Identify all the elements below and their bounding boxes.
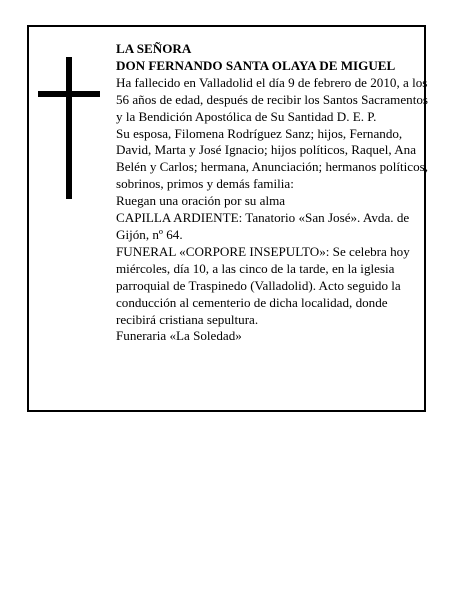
obituary-text bbox=[116, 41, 428, 345]
cross-vertical-bar bbox=[66, 57, 72, 199]
death-announcement: Ha fallecido en Valladolid el día 9 de febrero de 2010, a los 56 años de edad, después de recibir los Santos Sacramentos y la Bendición Apostólica de Su Santidad D. E. P. bbox=[116, 74, 428, 124]
funeral-info: FUNERAL «CORPORE INSEPULTO»: Se celebra hoy miércoles, día 10, a las cinco de la tarde, en la iglesia parroquial de Traspinedo (Valladolid). Acto seguido la conducción al cementerio de dicha localidad, donde recibirá cristiana sepultura. bbox=[116, 243, 410, 327]
chapel-info: CAPILLA ARDIENTE: Tanatorio «San José». Avda. de Gijón, nº 64. bbox=[116, 210, 410, 242]
obituary-notice bbox=[27, 25, 426, 412]
prayer-request: Ruegan una oración por su alma bbox=[116, 193, 286, 209]
title-line-1: LA SEÑORA bbox=[116, 41, 192, 56]
cross-horizontal-bar bbox=[38, 91, 100, 97]
funeral-home: Funeraria «La Soledad» bbox=[116, 328, 242, 344]
cross-icon bbox=[38, 57, 100, 199]
deceased-name: DON FERNANDO SANTA OLAYA DE MIGUEL bbox=[116, 57, 396, 73]
family-list: Su esposa, Filomena Rodríguez Sanz; hijos, Fernando, David, Marta y José Ignacio; hijos políticos, Raquel, Ana Belén y Carlos; hermana, Anunciación; hermanos políticos, sobrinos, primos y demás familia: bbox=[116, 125, 428, 192]
